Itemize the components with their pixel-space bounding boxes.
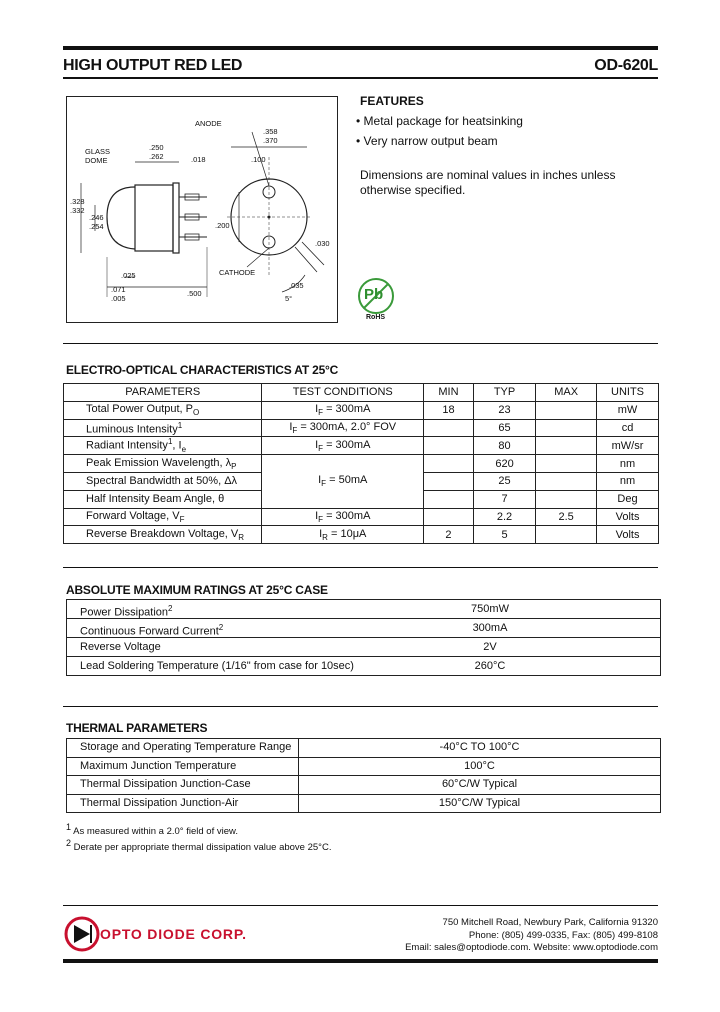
table-row: Continuous Forward Current$^2$ 300mA — [67, 619, 660, 638]
company-phone-fax: Phone: (805) 499-0335, Fax: (805) 499-8108 — [468, 930, 658, 941]
footer-bottom-rule — [63, 959, 658, 963]
company-contact: Email: sales@optodiode.com. Website: www.optodiode.com — [405, 942, 658, 953]
dim-071: .071 — [111, 285, 126, 294]
company-logo — [64, 914, 104, 954]
opto-diode-logo-icon — [64, 914, 104, 954]
dim-246: .246 — [89, 213, 104, 222]
footer-rule — [63, 905, 658, 906]
can-body — [135, 185, 173, 251]
section-divider — [63, 706, 658, 707]
absolute-max-heading: ABSOLUTE MAXIMUM RATINGS AT 25°C CASE — [66, 583, 328, 597]
thermal-table — [66, 738, 661, 813]
section-divider — [63, 567, 658, 568]
dim-035: .035 — [289, 281, 304, 290]
company-address: 750 Mitchell Road, Newbury Park, California 91320 — [442, 917, 658, 928]
col-typ: TYP — [473, 384, 535, 402]
dim-250: .250 — [149, 143, 164, 152]
dim-358: .358 — [263, 127, 278, 136]
label-glass-dome: GLASS DOME — [85, 147, 111, 165]
glass-dome-outline — [107, 187, 135, 249]
col-units: UNITS — [597, 384, 659, 402]
col-min: MIN — [424, 384, 474, 402]
section-divider — [63, 343, 658, 344]
absolute-max-table — [66, 599, 661, 676]
dim-500: .500 — [187, 289, 202, 298]
table-row: Thermal Dissipation Junction-Air 150°C/W Typical — [67, 795, 660, 813]
table-row: Lead Soldering Temperature (1/16" from case for 10sec) 260°C — [80, 660, 506, 672]
page-title: HIGH OUTPUT RED LED — [63, 57, 243, 74]
dim-200: .200 — [215, 221, 230, 230]
table-header-row — [64, 384, 659, 402]
electro-optical-heading: ELECTRO-OPTICAL CHARACTERISTICS AT 25°C — [66, 363, 339, 377]
rohs-logo: Pb RoHS — [356, 274, 396, 324]
part-number: OD-620L — [594, 57, 658, 74]
thermal-heading: THERMAL PARAMETERS — [66, 721, 208, 735]
footnote: $^2$ Derate per appropriate thermal dissipation value above 25°C. — [66, 838, 332, 854]
table-row: Total Power Output, $P_O$ $I_F = 300mA$ 18 23 mW — [64, 401, 659, 419]
table-row: Spectral Bandwidth at 50%, Δλ 25 nm — [64, 473, 659, 491]
header-top-rule — [63, 46, 658, 50]
table-row: Maximum Junction Temperature 100°C — [67, 758, 660, 777]
feature-item: • Very narrow output beam — [356, 134, 498, 148]
col-test-conditions: TEST CONDITIONS — [262, 384, 424, 402]
dim-025: .025 — [121, 271, 136, 280]
label-cathode: CATHODE — [219, 268, 256, 277]
table-row: Half Intensity Beam Angle, θ 7 Deg — [64, 490, 659, 508]
dimensions-note: Dimensions are nominal values in inches unless otherwise specified. — [360, 168, 616, 197]
table-row: Thermal Dissipation Junction-Case 60°C/W Typical — [67, 776, 660, 795]
dim-328: .328 — [70, 197, 85, 206]
can-flange — [173, 183, 179, 253]
dim-254: .254 — [89, 222, 104, 231]
table-row: Peak Emission Wavelength, $\lambda_P$ $I_F = 50mA$ 620 nm — [64, 455, 659, 473]
col-parameters: PARAMETERS — [64, 384, 262, 402]
dim-332: .332 — [70, 206, 85, 215]
table-row: Reverse Voltage 2V — [67, 638, 660, 657]
features-heading: FEATURES — [360, 94, 424, 108]
features-list — [356, 114, 523, 154]
dimension-drawing — [66, 96, 338, 323]
table-row: Power Dissipation$^2$ 750mW — [67, 600, 660, 619]
table-row: Forward Voltage, $V_F$ $I_F = 300mA$ 2.2 2.5 Volts — [64, 508, 659, 526]
header-bottom-rule — [63, 77, 658, 79]
dim-030: .030 — [315, 239, 330, 248]
label-anode: ANODE — [195, 119, 222, 128]
dim-100: .100 — [251, 155, 266, 164]
footnote: $^1$ As measured within a 2.0° field of view. — [66, 822, 238, 838]
table-row: Reverse Breakdown Voltage, $V_R$ $I_R = 10\mu A$ 2 5 Volts — [64, 526, 659, 544]
table-row: Radiant Intensity$^1$, $I_e$ $I_F = 300mA$ 80 mW/sr — [64, 437, 659, 455]
dim-005: .005 — [111, 294, 126, 303]
dim-018: .018 — [191, 155, 206, 164]
dim-370: .370 — [263, 136, 278, 145]
feature-item: • Metal package for heatsinking — [356, 114, 523, 128]
table-row: Luminous Intensity$^1$ $I_F = 300mA$, 2.0° FOV 65 cd — [64, 419, 659, 437]
electro-optical-table — [63, 383, 659, 544]
company-name: OPTO DIODE CORP. — [100, 926, 247, 942]
col-max: MAX — [536, 384, 597, 402]
dim-5deg: 5° — [285, 294, 293, 303]
dim-262: .262 — [149, 152, 164, 161]
table-row: Storage and Operating Temperature Range -40°C TO 100°C — [67, 739, 660, 758]
